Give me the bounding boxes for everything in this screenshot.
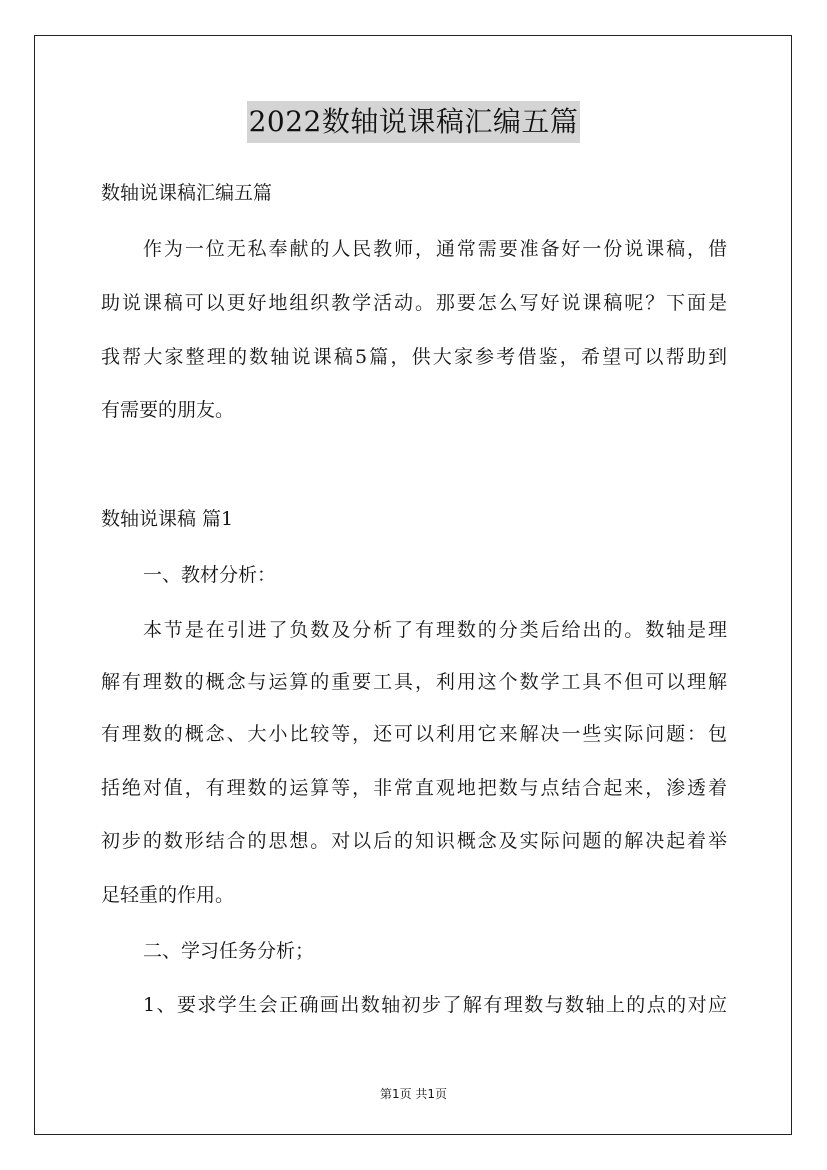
section-heading: 数轴说课稿 篇1 bbox=[101, 508, 234, 530]
part1-line-3: 有理数的概念、大小比较等，还可以利用它来解决一些实际问题：包 bbox=[101, 723, 727, 745]
page-footer: 第1页 共1页 bbox=[379, 1087, 448, 1101]
title-container bbox=[0, 101, 827, 143]
intro-line-1: 作为一位无私奉献的人民教师，通常需要准备好一份说课稿，借 bbox=[143, 238, 727, 260]
part1-line-6: 足轻重的作用。 bbox=[101, 884, 235, 906]
document-title: 2022数轴说课稿汇编五篇 bbox=[247, 101, 581, 143]
document-subtitle: 数轴说课稿汇编五篇 bbox=[101, 182, 273, 204]
part1-heading: 一、教材分析： bbox=[143, 564, 277, 586]
part1-line-1: 本节是在引进了负数及分析了有理数的分类后给出的。数轴是理 bbox=[143, 619, 727, 641]
part1-line-5: 初步的数形结合的思想。对以后的知识概念及实际问题的解决起着举 bbox=[101, 830, 727, 852]
part2-line-1: 1、要求学生会正确画出数轴初步了解有理数与数轴上的点的对应 bbox=[143, 994, 727, 1016]
part1-line-4: 括绝对值，有理数的运算等，非常直观地把数与点结合起来，渗透着 bbox=[101, 777, 727, 799]
part2-heading: 二、学习任务分析； bbox=[143, 940, 315, 962]
part1-line-2: 解有理数的概念与运算的重要工具，利用这个数学工具不但可以理解 bbox=[101, 671, 727, 693]
intro-line-3: 我帮大家整理的数轴说课稿5篇，供大家参考借鉴，希望可以帮助到 bbox=[101, 346, 727, 368]
intro-line-2: 助说课稿可以更好地组织教学活动。那要怎么写好说课稿呢？下面是 bbox=[101, 292, 727, 314]
intro-line-4: 有需要的朋友。 bbox=[101, 399, 235, 421]
